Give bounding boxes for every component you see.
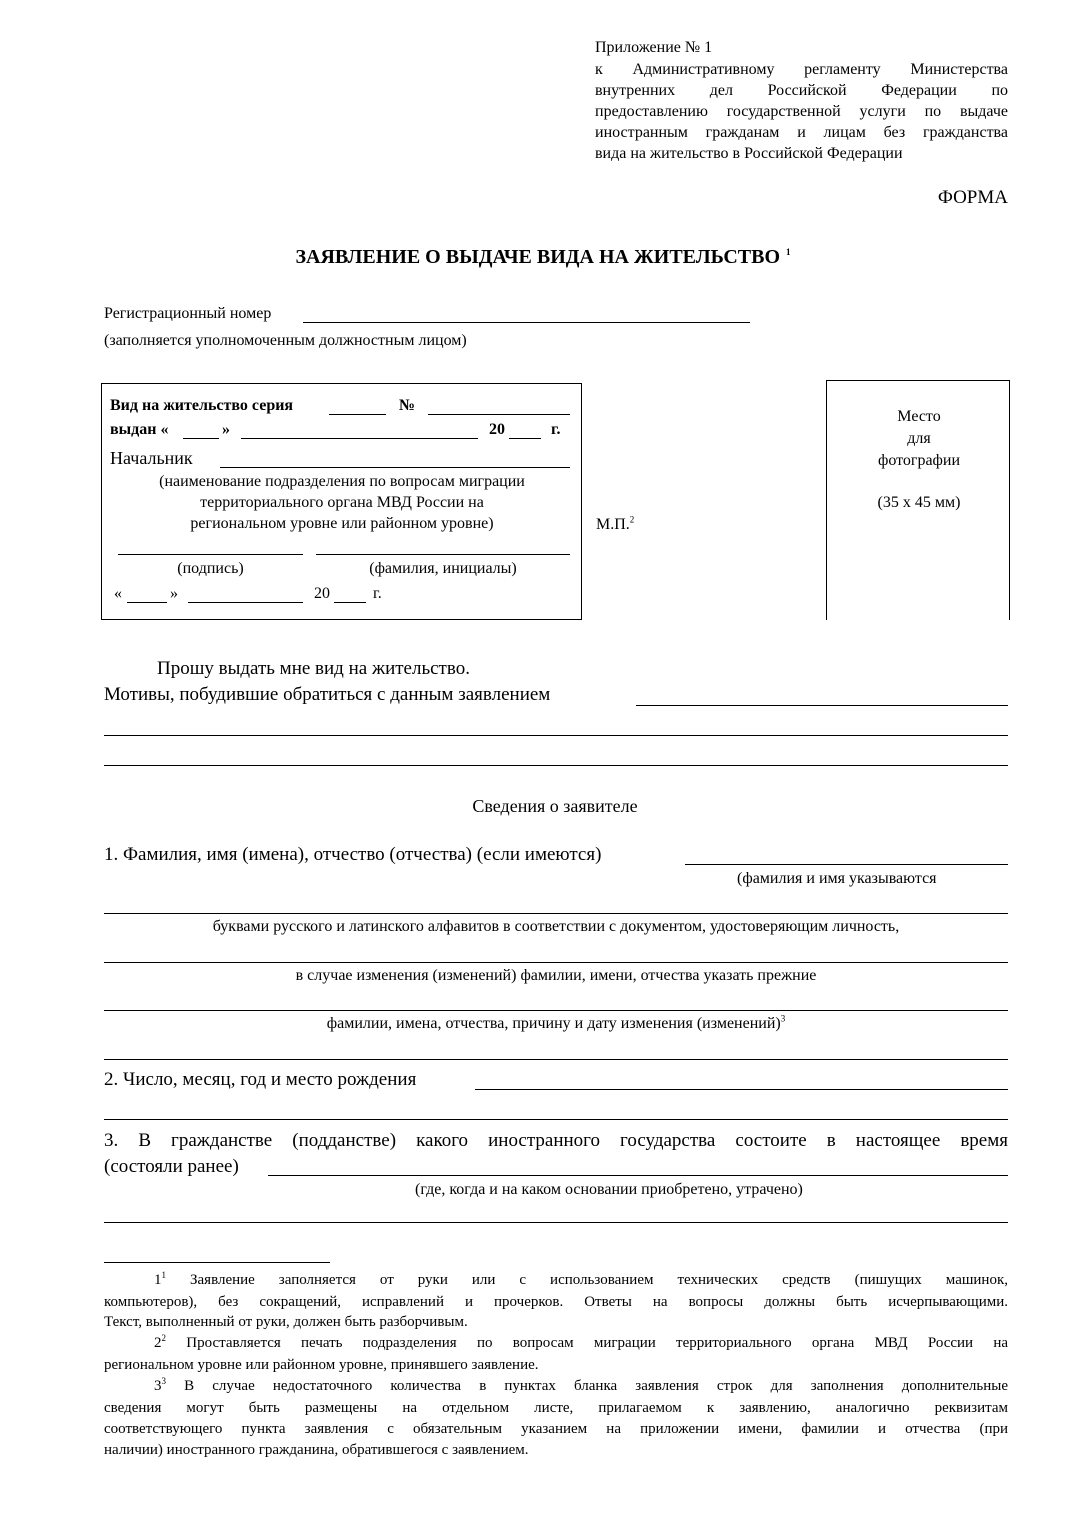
item3-field[interactable]: [268, 1175, 1008, 1176]
issued-month-field[interactable]: [241, 438, 478, 439]
chief-note-2: территориального органа МВД России на: [200, 494, 484, 511]
number-field[interactable]: [428, 414, 570, 415]
registration-note: (заполняется уполномоченным должностным лицом): [104, 332, 467, 349]
item1-line-2[interactable]: [104, 913, 1008, 914]
date-year-field[interactable]: [334, 602, 366, 603]
footnote-2-number: 2: [154, 1335, 162, 1351]
footnote-2-line-2: региональном уровне или районном уровне, принявшего заявление.: [104, 1357, 539, 1373]
motives-field[interactable]: [636, 705, 1008, 706]
series-label: Вид на жительство серия: [110, 397, 294, 414]
issued-day-field[interactable]: [183, 438, 219, 439]
item1-line-5[interactable]: [104, 1059, 1008, 1060]
series-field[interactable]: [329, 414, 386, 415]
issued-year-suffix: г.: [551, 421, 561, 438]
item2-label: 2. Число, месяц, год и место рождения: [104, 1069, 417, 1090]
date-day-field[interactable]: [127, 602, 167, 603]
item2-line-2[interactable]: [104, 1119, 1008, 1120]
issued-close: »: [222, 421, 230, 438]
motives-line-2[interactable]: [104, 735, 1008, 736]
item3-label-1: 3. В гражданстве (подданстве) какого иностранного государства состоите в настоящее время: [104, 1130, 1008, 1151]
date-close: »: [170, 585, 178, 602]
chief-field[interactable]: [220, 467, 570, 468]
chief-label: Начальник: [110, 448, 193, 468]
request-line: Прошу выдать мне вид на жительство.: [157, 658, 470, 679]
photo-box: [826, 380, 1010, 620]
date-open: «: [114, 585, 122, 602]
registration-number-field[interactable]: [303, 322, 750, 323]
official-box: [101, 383, 582, 620]
motives-line-3[interactable]: [104, 765, 1008, 766]
item2-field[interactable]: [475, 1089, 1008, 1090]
chief-note-3: региональном уровне или районном уровне): [190, 515, 494, 532]
footnote-3-line-4: наличии) иностранного гражданина, обратившегося с заявлением.: [104, 1442, 529, 1458]
footnote-1-line-2: компьютеров), без сокращений, исправлений и прочерков. Ответы на вопросы должны быть исчерпывающими.: [104, 1294, 1008, 1310]
date-year-suffix: г.: [373, 585, 382, 602]
footnote-1-number: 1: [154, 1272, 162, 1288]
issued-year-prefix: 20: [489, 421, 505, 438]
chief-note-1: (наименование подразделения по вопросам миграции: [159, 473, 525, 490]
stamp-label: М.П.: [596, 516, 630, 533]
appendix-line-4: иностранным гражданам и лицам без гражданства: [595, 124, 1008, 141]
footnote-1-text-1: Заявление заполняется от руки или с использованием технических средств (пишущих машинок,: [190, 1272, 1008, 1288]
stamp-footnote-ref: 2: [629, 514, 635, 525]
item3-hint: (где, когда и на каком основании приобретено, утрачено): [415, 1181, 803, 1198]
footnote-1-line-1: [104, 1271, 1008, 1289]
name-initials-label: (фамилия, инициалы): [369, 560, 517, 577]
number-label: №: [399, 397, 416, 414]
motives-label: Мотивы, побудившие обратиться с данным заявлением: [104, 684, 551, 705]
date-month-field[interactable]: [188, 602, 303, 603]
footnote-3-text-1: В случае недостаточного количества в пунктах бланка заявления строк для заполнения дополнительные: [184, 1378, 1009, 1394]
item3-line-2[interactable]: [104, 1222, 1008, 1223]
item1-hint-2: буквами русского и латинского алфавитов в соответствии с документом, удостоверяющим личность,: [212, 918, 900, 935]
item1-field[interactable]: [685, 864, 1008, 865]
issued-year-field[interactable]: [509, 438, 541, 439]
footnote-3-sup: 3: [161, 1376, 166, 1386]
footnote-2-line-1: [104, 1334, 1008, 1352]
form-label: ФОРМА: [937, 187, 1008, 208]
footnote-separator: [104, 1262, 330, 1263]
item1-hint-1: (фамилия и имя указываются: [737, 870, 937, 887]
page-title-text: ЗАЯВЛЕНИЕ О ВЫДАЧЕ ВИДА НА ЖИТЕЛЬСТВО: [295, 246, 781, 268]
name-initials-field[interactable]: [316, 554, 570, 555]
item1-hint-4: [104, 1014, 1008, 1034]
item1-hint-3: в случае изменения (изменений) фамилии, имени, отчества указать прежние: [295, 967, 817, 984]
appendix-line-5: вида на жительство в Российской Федерации: [595, 145, 903, 162]
date-year-prefix: 20: [314, 585, 330, 602]
signature-field[interactable]: [118, 554, 303, 555]
item1-label: 1. Фамилия, имя (имена), отчество (отчества) (если имеются): [104, 844, 602, 865]
item3-label-2: (состояли ранее): [104, 1156, 239, 1177]
item1-footnote-ref: 3: [780, 1013, 786, 1024]
appendix-line-1: к Административному регламенту Министерства: [595, 61, 1008, 78]
item1-hint-4-text: фамилии, имена, отчества, причину и дату изменения (изменений): [326, 1015, 781, 1032]
appendix-number: Приложение № 1: [595, 39, 713, 56]
footnote-2-text-1: Проставляется печать подразделения по вопросам миграции территориального органа МВД России на: [186, 1335, 1009, 1351]
item1-line-4[interactable]: [104, 1010, 1008, 1011]
appendix-line-3: предоставлению государственной услуги по выдаче: [595, 103, 1008, 120]
stamp-place: [596, 515, 634, 535]
photo-label-3: фотографии: [877, 452, 961, 469]
page-title: [0, 244, 1086, 270]
photo-size: (35 x 45 мм): [877, 494, 961, 511]
footnote-3-line-1: [104, 1377, 1008, 1395]
footnote-3-line-3: соответствующего пункта заявления с обязательным указанием на приложении имени, фамилии и отчества (при: [104, 1421, 1008, 1437]
appendix-line-2: внутренних дел Российской Федерации по: [595, 82, 1008, 99]
footnote-3-number: 3: [154, 1378, 162, 1394]
signature-label: (подпись): [177, 560, 244, 577]
footnote-1-sup: 1: [161, 1270, 166, 1280]
footnote-3-line-2: сведения могут быть размещены на отдельном листе, прилагаемом к заявлению, аналогично реквизитам: [104, 1400, 1008, 1416]
section-title: Сведения о заявителе: [472, 796, 638, 816]
photo-label-1: Место: [897, 408, 941, 425]
title-footnote-ref: 1: [786, 247, 791, 258]
footnote-1-line-3: Текст, выполненный от руки, должен быть разборчивым.: [104, 1314, 468, 1330]
photo-label-2: для: [907, 430, 931, 447]
footnote-2-sup: 2: [161, 1333, 166, 1343]
item1-line-3[interactable]: [104, 962, 1008, 963]
issued-open: выдан «: [110, 421, 169, 438]
registration-label: Регистрационный номер: [104, 305, 272, 322]
